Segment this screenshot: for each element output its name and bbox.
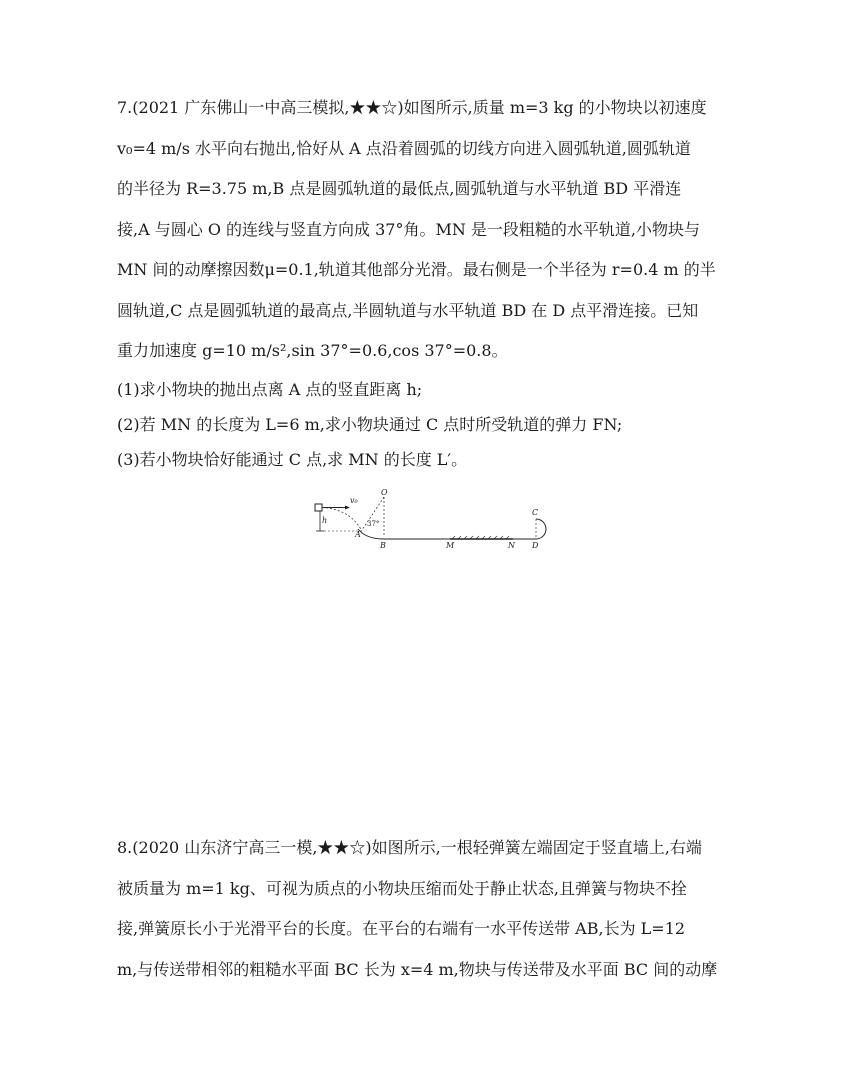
problem-7 (117, 88, 742, 477)
problem-7-line-2: v₀=4 m/s 水平向右抛出,恰好从 A 点沿着圆弧的切线方向进入圆弧轨道,圆弧轨道 (117, 138, 691, 158)
label-b: B (380, 541, 386, 550)
problem-7-line-1: 7.(2021 广东佛山一中高三模拟,★★☆)如图所示,质量 m=3 kg 的小物块以初速度 (117, 98, 707, 117)
semicircle-track (536, 519, 546, 539)
trajectory-path (322, 508, 362, 532)
label-v0: v₀ (350, 496, 358, 505)
label-d: D (532, 541, 539, 550)
problem-7-line-5: MN 间的动摩擦因数μ=0.1,轨道其他部分光滑。最右侧是一个半径为 r=0.4 m 的半 (117, 260, 716, 279)
problem-7-line-3: 的半径为 R=3.75 m,B 点是圆弧轨道的最低点,圆弧轨道与水平轨道 BD 平滑连 (117, 179, 682, 198)
problem-8-line-1: 8.(2020 山东济宁高三一模,★★☆)如图所示,一根轻弹簧左端固定于竖直墙上,右端 (117, 838, 702, 857)
question-2: (2)若 MN 的长度为 L=6 m,求小物块通过 C 点时所受轨道的弹力 FN; (117, 414, 623, 434)
label-n: N (508, 541, 515, 550)
question-3: (3)若小物块恰好能通过 C 点,求 MN 的长度 L′。 (117, 449, 468, 469)
physics-diagram (300, 487, 560, 553)
problem-8-line-2: 被质量为 m=1 kg、可视为质点的小物块压缩而处于静止状态,且弹簧与物块不拴 (117, 878, 687, 898)
rough-section-mn (450, 536, 513, 539)
label-h: h (322, 516, 328, 525)
label-a: A (355, 530, 361, 539)
problem-8 (117, 828, 742, 990)
label-m: M (446, 541, 455, 550)
launch-block (315, 504, 322, 511)
label-c: C (532, 508, 539, 517)
label-angle: 37° (367, 520, 380, 528)
problem-8-line-3: 接,弹簧原长小于光滑平台的长度。在平台的右端有一水平传送带 AB,长为 L=12 (117, 919, 686, 938)
problem-7-line-4: 接,A 与圆心 O 的连线与竖直方向成 37°角。MN 是一段粗糙的水平轨道,小物块与 (117, 219, 701, 239)
question-1: (1)求小物块的抛出点离 A 点的竖直距离 h; (117, 379, 423, 399)
label-o: O (381, 488, 388, 497)
problem-7-line-7: 重力加速度 g=10 m/s²,sin 37°=0.6,cos 37°=0.8。 (117, 341, 508, 360)
problem-8-line-4: m,与传送带相邻的粗糙水平面 BC 长为 x=4 m,物块与传送带及水平面 BC 间的动摩 (117, 959, 718, 979)
problem-7-line-6: 圆轨道,C 点是圆弧轨道的最高点,半圆轨道与水平轨道 BD 在 D 点平滑连接。已知 (117, 300, 699, 320)
